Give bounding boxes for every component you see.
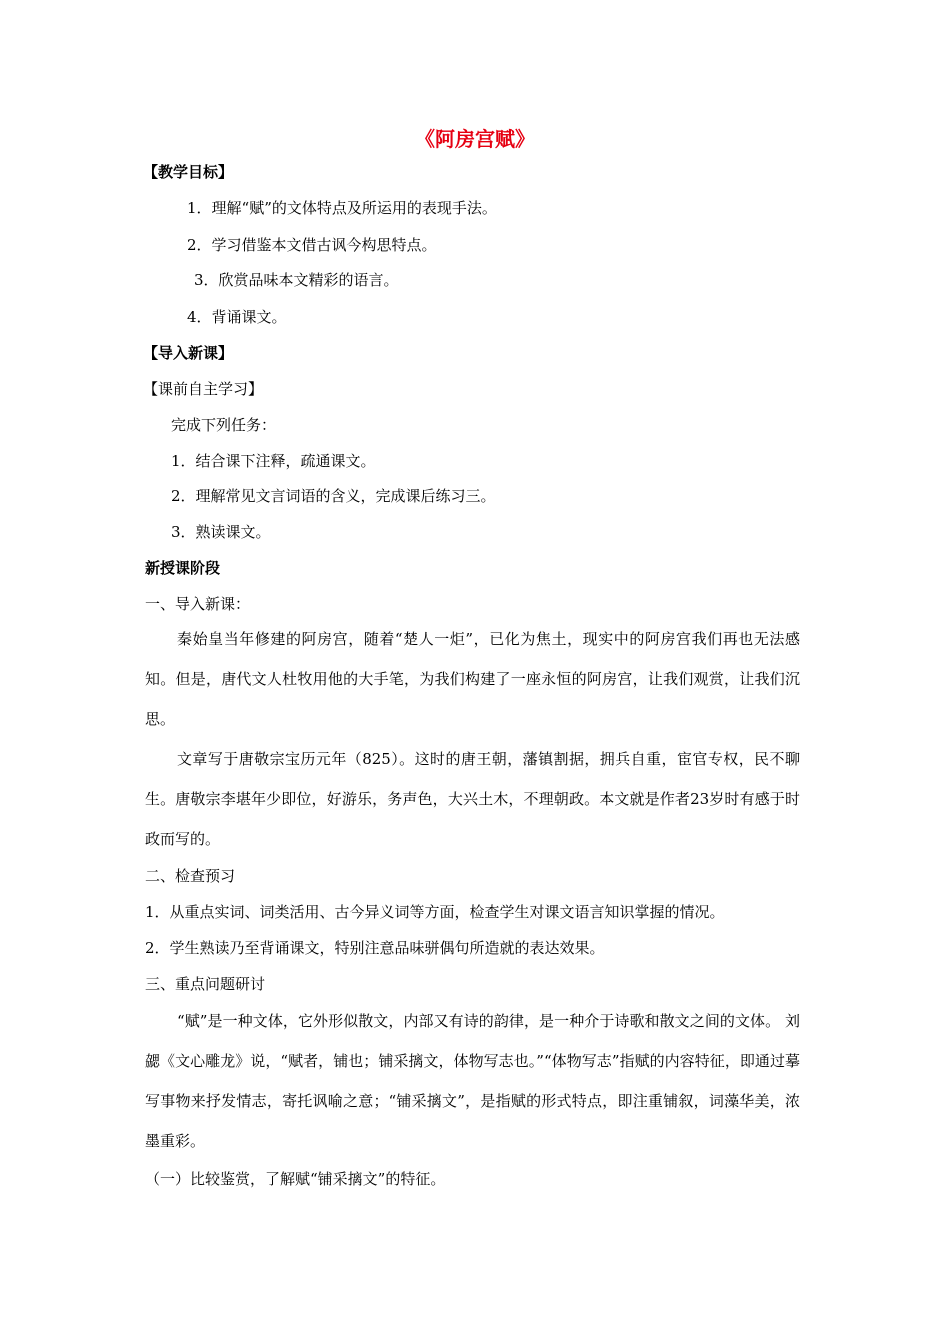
section-3-sub-1: （一）比较鉴赏，了解赋“铺采摛文”的特征。 xyxy=(145,1170,446,1188)
self-study-lead: 完成下列任务： xyxy=(171,416,277,434)
self-study-item-3: 3．熟读课文。 xyxy=(171,523,271,541)
objective-item-4: 4．背诵课文。 xyxy=(187,308,287,326)
document-title: 《阿房宫赋》 xyxy=(415,127,535,151)
intro-heading: 【导入新课】 xyxy=(143,344,234,362)
section-3-paragraph: “赋”是一种文体，它外形似散文，内部又有诗的韵律，是一种介于诗歌和散文之间的文体。 刘勰《文心雕龙》说，“赋者，铺也；铺采摛文，体物写志也。”“体物写志”指赋的内容特征，即通过摹写事物来抒发情志，寄托讽喻之意；“铺采摛文”，是指赋的形式特点，即注重铺叙，词藻华美，浓墨重彩。 xyxy=(145,1012,800,1150)
objective-item-3: 3．欣赏品味本文精彩的语言。 xyxy=(194,271,399,289)
self-study-item-1: 1．结合课下注释，疏通课文。 xyxy=(171,452,376,470)
section-1-heading: 一、导入新课： xyxy=(145,595,251,613)
objective-item-2: 2．学习借鉴本文借古讽今构思特点。 xyxy=(187,236,437,254)
section-2-heading: 二、检查预习 xyxy=(145,867,236,885)
section-2-item-1: 1．从重点实词、词类活用、古今异义词等方面，检查学生对课文语言知识掌握的情况。 xyxy=(145,903,725,921)
section-3-heading: 三、重点问题研讨 xyxy=(145,975,266,993)
section-1-paragraph-1: 秦始皇当年修建的阿房宫，随着“楚人一炬”，已化为焦土，现实中的阿房宫我们再也无法感知。但是，唐代文人杜牧用他的大手笔，为我们构建了一座永恒的阿房宫，让我们观赏，让我们沉思。 xyxy=(145,630,800,728)
self-study-item-2: 2．理解常见文言词语的含义，完成课后练习三。 xyxy=(171,487,496,505)
new-lesson-heading: 新授课阶段 xyxy=(145,559,221,577)
objective-item-1: 1．理解“赋”的文体特点及所运用的表现手法。 xyxy=(187,199,497,217)
self-study-heading: 【课前自主学习】 xyxy=(143,380,264,398)
section-1-paragraph-2: 文章写于唐敬宗宝历元年（825）。这时的唐王朝，藩镇割据，拥兵自重，宦官专权，民不聊生。唐敬宗李堪年少即位，好游乐，务声色，大兴土木，不理朝政。本文就是作者23岁时有感于时政而写的。 xyxy=(145,750,800,848)
section-2-item-2: 2．学生熟读乃至背诵课文，特别注意品味骈偶句所造就的表达效果。 xyxy=(145,939,605,957)
objectives-heading: 【教学目标】 xyxy=(143,163,234,181)
